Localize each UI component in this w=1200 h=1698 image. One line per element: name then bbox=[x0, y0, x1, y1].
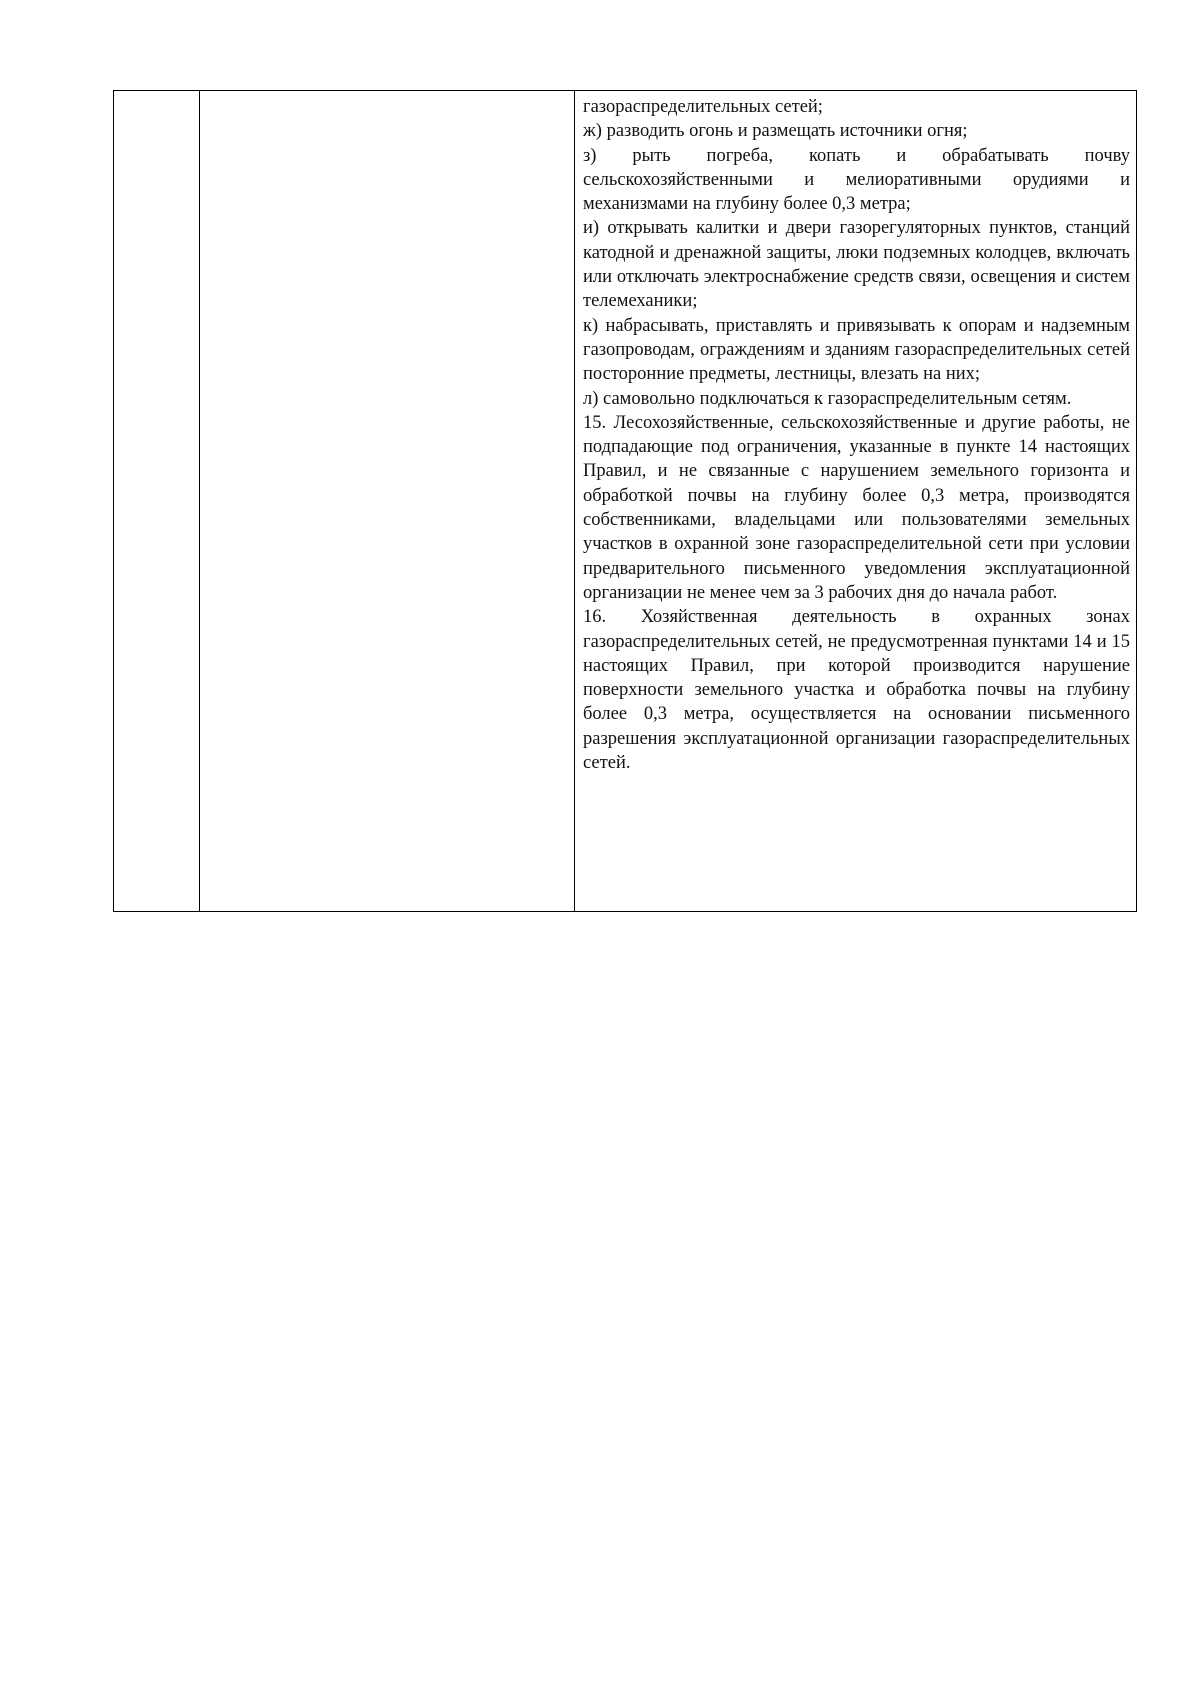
paragraph: 15. Лесохозяйственные, сельскохозяйственные и другие работы, не подпадающие под ограничения, указанные в пункте 14 настоящих Правил, и не связанные с нарушением земельного горизонта и обработкой почвы на глубину более 0,3 метра, производятся собственниками, владельцами или пользователями земельных участков в охранной зоне газораспределительной сети при условии предварительного письменного уведомления эксплуатационной организации не менее чем за 3 рабочих дня до начала работ. bbox=[583, 412, 1130, 603]
number-cell bbox=[114, 91, 200, 912]
paragraph: л) самовольно подключаться к газораспределительным сетям. bbox=[583, 388, 1072, 409]
paragraph: и) открывать калитки и двери газорегуляторных пунктов, станций катодной и дренажной защиты, люки подземных колодцев, включать или отключать электроснабжение средств связи, освещения и систем телемеханики; bbox=[583, 218, 1130, 312]
name-cell bbox=[200, 91, 575, 912]
text-cell-content bbox=[575, 91, 1136, 775]
paragraph: газораспределительных сетей; bbox=[583, 97, 823, 117]
table-row bbox=[114, 91, 1137, 912]
text-cell bbox=[575, 91, 1137, 912]
paragraph: к) набрасывать, приставлять и привязывать к опорам и надземным газопроводам, ограждениям и зданиям газораспределительных сетей посторонние предметы, лестницы, влезать на них; bbox=[583, 315, 1130, 385]
paragraph: 16. Хозяйственная деятельность в охранных зонах газораспределительных сетей, не предусмотренная пунктами 14 и 15 настоящих Правил, при которой производится нарушение поверхности земельного участка и обработка почвы на глубину более 0,3 метра, осуществляется на основании письменного разрешения эксплуатационной организации газораспределительных сетей. bbox=[583, 607, 1130, 774]
paragraph: ж) разводить огонь и размещать источники огня; bbox=[583, 121, 968, 142]
document-table bbox=[113, 90, 1137, 912]
paragraph: з) рыть погреба, копать и обрабатывать почву сельскохозяйственными и мелиоративными орудиями и механизмами на глубину более 0,3 метра; bbox=[583, 145, 1130, 215]
